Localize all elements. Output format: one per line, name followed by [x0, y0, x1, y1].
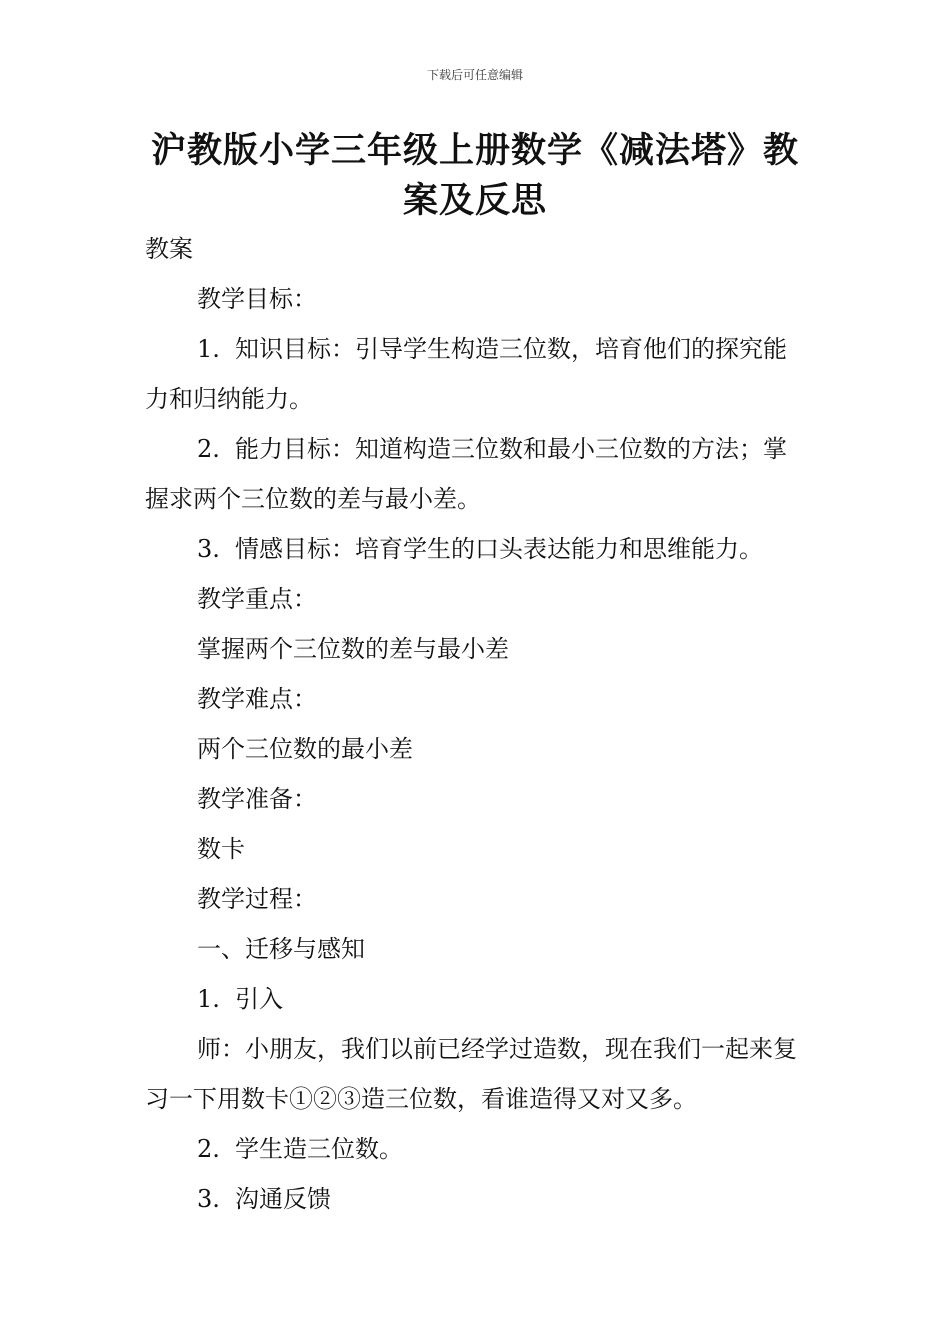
step-text: 引入	[235, 985, 283, 1013]
goal-text: 知识目标：引导学生构造三位数，培育他们的探究能力和归纳能力。	[145, 335, 787, 413]
goal-item	[145, 424, 807, 524]
goal-text: 能力目标：知道构造三位数和最小三位数的方法；掌握求两个三位数的差与最小差。	[145, 435, 787, 513]
goal-item	[145, 524, 807, 574]
process-step	[145, 1174, 807, 1224]
step-text: 沟通反馈	[235, 1185, 331, 1213]
goal-number: 2.	[197, 435, 220, 463]
preparation-content: 数卡	[197, 835, 245, 863]
preparation-heading: 教学准备：	[197, 785, 317, 813]
section-label: 教案	[145, 235, 193, 263]
difficult-point-content: 两个三位数的最小差	[197, 735, 413, 763]
teaching-goals-heading: 教学目标：	[197, 285, 317, 313]
key-point-heading: 教学重点：	[197, 585, 317, 613]
goal-number: 3.	[197, 535, 220, 563]
goal-item	[145, 324, 807, 424]
process-step	[145, 1124, 807, 1174]
step-text: 学生造三位数。	[235, 1135, 403, 1163]
process-step	[145, 974, 807, 1024]
process-part-heading: 一、迁移与感知	[197, 935, 365, 963]
document-title: 沪教版小学三年级上册数学《减法塔》教案及反思	[150, 131, 799, 221]
process-heading: 教学过程：	[197, 885, 317, 913]
step-number: 3.	[197, 1185, 220, 1213]
difficult-point-heading: 教学难点：	[197, 685, 317, 713]
process-paragraph: 师：小朋友，我们以前已经学过造数，现在我们一起来复习一下用数卡①②③造三位数，看谁造得又对又多。	[145, 1035, 797, 1113]
header-note: 下载后可任意编辑	[426, 68, 523, 82]
step-number: 1.	[197, 985, 220, 1013]
document-body	[145, 224, 807, 1224]
key-point-content: 掌握两个三位数的差与最小差	[197, 635, 509, 663]
step-number: 2.	[197, 1135, 220, 1163]
goal-number: 1.	[197, 335, 220, 363]
goal-text: 情感目标：培育学生的口头表达能力和思维能力。	[235, 535, 763, 563]
